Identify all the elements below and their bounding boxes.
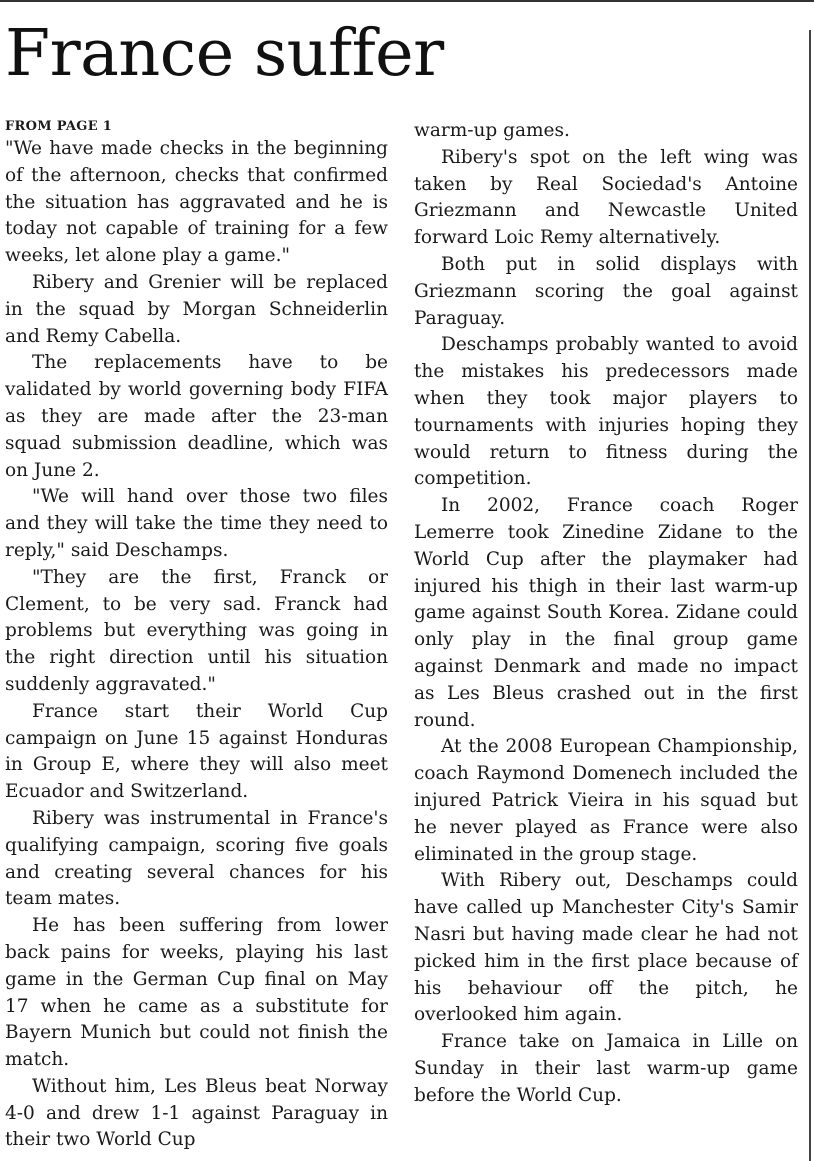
paragraph: At the 2008 European Championship, coach Raymond Domenech included the injured Patrick Vieira in his squad but he never played as France were also eliminated in the group stage. <box>414 736 798 865</box>
paragraph: France take on Jamaica in Lille on Sunday in their last warm-up game before the World Cup. <box>414 1031 798 1106</box>
paragraph: Both put in solid displays with Griezmann scoring the goal against Paraguay. <box>414 253 798 329</box>
paragraph: France start their World Cup campaign on June 15 against Honduras in Group E, where they will also meet Ecuador and Switzerland. <box>5 700 388 803</box>
paragraph: "We have made checks in the beginning of the afternoon, checks that confirmed the situation has aggravated and he is today not capable of training for a few weeks, let alone play a game." <box>5 138 388 267</box>
paragraph: Ribery's spot on the left wing was taken by Real Sociedad's Antoine Griezmann and Newcastle United forward Loic Remy alternatively. <box>414 146 798 249</box>
paragraph: Deschamps probably wanted to avoid the mistakes his predecessors made when they took major players to tournaments with injuries hoping they would return to fitness during the competition. <box>414 334 798 490</box>
left-column <box>5 118 388 1154</box>
right-column <box>414 118 798 1109</box>
paragraph: In 2002, France coach Roger Lemerre took Zinedine Zidane to the World Cup after the playmaker had injured his thigh in their last warm-up game against South Korea. Zidane could only play in the final group game against Denmark and made no impact as Les Bleus crashed out in the first round. <box>414 495 798 731</box>
headline: France suffer <box>5 16 444 91</box>
paragraph-continued: warm-up games. <box>414 120 570 141</box>
paragraph: The replacements have to be validated by world governing body FIFA as they are made after the 23-man squad submission deadline, which was on June 2. <box>5 352 388 481</box>
paragraph: Ribery and Grenier will be replaced in the squad by Morgan Schneiderlin and Remy Cabella. <box>5 271 388 347</box>
top-rule <box>0 0 814 2</box>
paragraph: Without him, Les Bleus beat Norway 4-0 and drew 1-1 against Paraguay in their two World Cup <box>5 1075 388 1151</box>
column-rule <box>809 30 811 1161</box>
paragraph: "They are the first, Franck or Clement, to be very sad. Franck had problems but everything was going in the right direction until his situation suddenly aggravated." <box>5 566 388 695</box>
dateline: FROM PAGE 1 <box>5 119 113 134</box>
paragraph: "We will hand over those two files and they will take the time they need to reply," said Deschamps. <box>5 486 388 561</box>
paragraph: Ribery was instrumental in France's qualifying campaign, scoring five goals and creating several chances for his team mates. <box>5 807 388 910</box>
paragraph: He has been suffering from lower back pains for weeks, playing his last game in the German Cup final on May 17 when he came as a substitute for Bayern Munich but could not finish the match. <box>5 915 388 1071</box>
paragraph: With Ribery out, Deschamps could have called up Manchester City's Samir Nasri but having made clear he had not picked him in the first place because of his behaviour off the pitch, he overlooked him again. <box>414 870 798 1026</box>
